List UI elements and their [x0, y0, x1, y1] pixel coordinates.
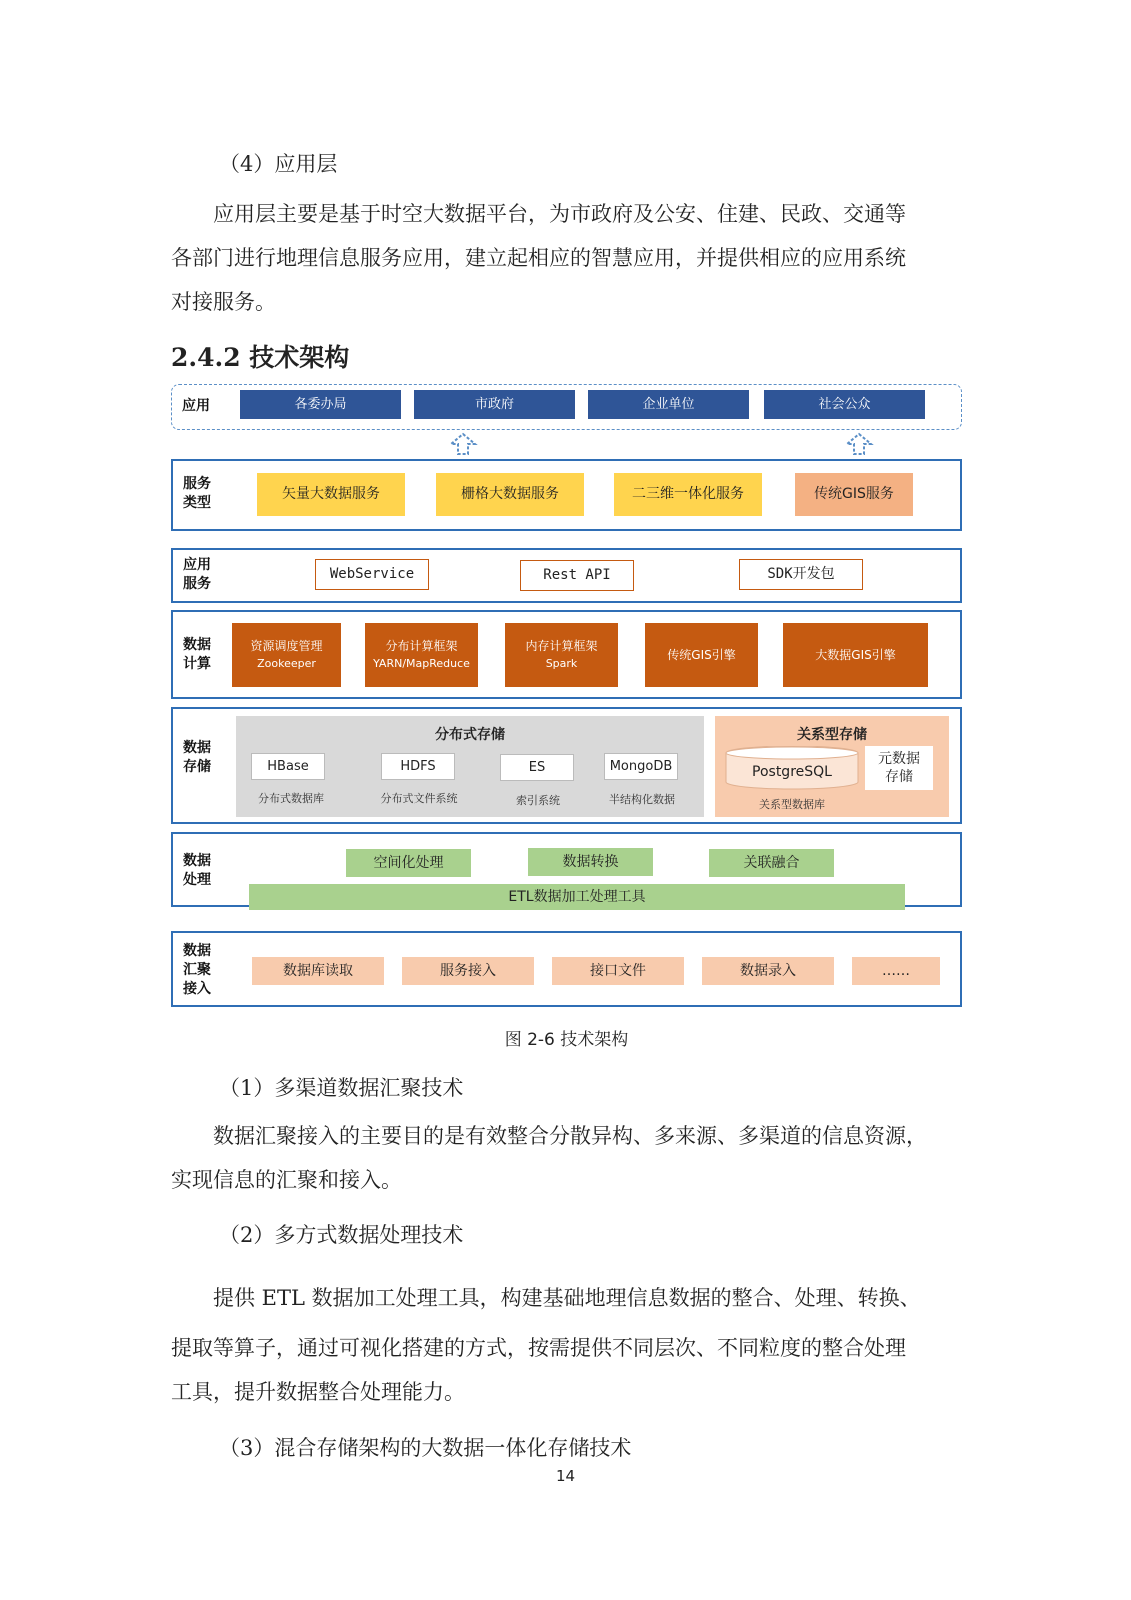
paragraph-data-ingest [171, 1114, 966, 1202]
paragraph-line: 应用层主要是基于时空大数据平台，为市政府及公安、住建、民政、交通等 [213, 202, 906, 226]
compute-item-title: 内存计算框架 [525, 639, 598, 653]
storage-item: HBase [251, 753, 325, 780]
processing-item: 空间化处理 [346, 849, 471, 877]
compute-item-title: 传统GIS引擎 [667, 647, 736, 662]
paragraph-line: 提供 ETL 数据加工处理工具，构建基础地理信息数据的整合、处理、转换、 [213, 1286, 921, 1310]
storage-layer [171, 707, 962, 824]
relational-db-caption: 关系型数据库 [759, 798, 825, 811]
storage-item-caption: 半结构化数据 [609, 793, 675, 806]
metadata-storage: 元数据 存储 [865, 746, 933, 790]
paragraph-line: 提取等算子，通过可视化搭建的方式，按需提供不同层次、不同粒度的整合处理 [171, 1336, 906, 1360]
layer-label: 数据 处理 [183, 853, 211, 888]
section-4-heading: （4）应用层 [219, 152, 338, 176]
compute-item [232, 623, 341, 687]
ingest-item: …… [852, 957, 940, 985]
app-item: 企业单位 [588, 390, 749, 419]
service-type-item: 传统GIS服务 [795, 473, 913, 516]
compute-item [645, 623, 758, 687]
up-arrow-icon [448, 432, 478, 456]
compute-item [783, 623, 928, 687]
app-service-item: Rest API [520, 560, 634, 591]
layer-label: 数据 存储 [183, 740, 211, 775]
compute-layer [171, 610, 962, 699]
service-type-layer [171, 459, 962, 531]
page-number: 14 [555, 1467, 576, 1485]
compute-item-title: 资源调度管理 [250, 639, 323, 653]
paragraph-line: 各部门进行地理信息服务应用，建立起相应的智慧应用，并提供相应的应用系统 [171, 246, 906, 270]
ingest-item: 数据录入 [702, 957, 834, 985]
paragraph-data-processing [171, 1273, 966, 1417]
storage-item-caption: 分布式文件系统 [380, 792, 458, 805]
app-service-item: WebService [315, 559, 429, 590]
up-arrow-icon [844, 432, 874, 456]
compute-item [505, 623, 618, 687]
layer-label: 应用 [182, 398, 210, 414]
paragraph-line: 数据汇聚接入的主要目的是有效整合分散异构、多来源、多渠道的信息资源， [213, 1124, 927, 1148]
compute-item-subtitle: Zookeeper [257, 657, 316, 670]
compute-item-subtitle: Spark [545, 657, 578, 670]
service-type-item: 二三维一体化服务 [614, 473, 762, 516]
compute-item-title: 大数据GIS引擎 [815, 647, 896, 662]
distributed-storage-title: 分布式存储 [435, 727, 505, 743]
app-item: 社会公众 [764, 390, 925, 419]
storage-item-caption: 分布式数据库 [258, 792, 324, 805]
subheading-2: （2）多方式数据处理技术 [219, 1223, 464, 1247]
distributed-storage-panel [236, 716, 704, 817]
service-type-item: 矢量大数据服务 [257, 473, 405, 516]
processing-item: 关联融合 [709, 849, 834, 877]
relational-storage-panel [715, 716, 949, 817]
subheading-3: （3）混合存储架构的大数据一体化存储技术 [219, 1436, 632, 1460]
subheading-1: （1）多渠道数据汇聚技术 [219, 1076, 464, 1100]
processing-layer [171, 832, 962, 907]
relational-db-name: PostgreSQL [752, 764, 832, 780]
figure-caption: 图 2-6 技术架构 [504, 1030, 629, 1050]
layer-label: 服务 类型 [183, 476, 211, 511]
app-service-item: SDK开发包 [739, 559, 863, 590]
ingest-item: 服务接入 [402, 957, 534, 985]
paragraph-line: 实现信息的汇聚和接入。 [171, 1168, 402, 1192]
app-item: 市政府 [414, 390, 575, 419]
paragraph-line: 对接服务。 [171, 290, 276, 314]
compute-item-title: 分布计算框架 [385, 639, 458, 653]
ingest-item: 接口文件 [552, 957, 684, 985]
layer-label: 应用 服务 [183, 557, 211, 592]
relational-storage-title: 关系型存储 [797, 727, 867, 743]
app-layer [171, 384, 962, 430]
processing-item: 数据转换 [528, 848, 653, 876]
paragraph-application-layer [171, 192, 966, 324]
app-item: 各委办局 [240, 390, 401, 419]
ingest-item: 数据库读取 [252, 957, 384, 985]
etl-tool-bar: ETL数据加工处理工具 [249, 884, 905, 910]
service-type-item: 栅格大数据服务 [436, 473, 584, 516]
ingest-layer [171, 931, 962, 1007]
paragraph-line: 工具，提升数据整合处理能力。 [171, 1380, 465, 1404]
app-service-layer [171, 548, 962, 603]
section-title: 2.4.2 技术架构 [171, 343, 350, 372]
compute-item-subtitle: YARN/MapReduce [373, 657, 470, 670]
storage-item-caption: 索引系统 [516, 794, 560, 807]
compute-item [365, 623, 478, 687]
layer-label: 数据 计算 [183, 637, 211, 672]
layer-label: 数据 汇聚 接入 [183, 943, 211, 997]
storage-item: ES [500, 754, 574, 781]
storage-item: MongoDB [604, 753, 678, 780]
storage-item: HDFS [381, 753, 455, 780]
